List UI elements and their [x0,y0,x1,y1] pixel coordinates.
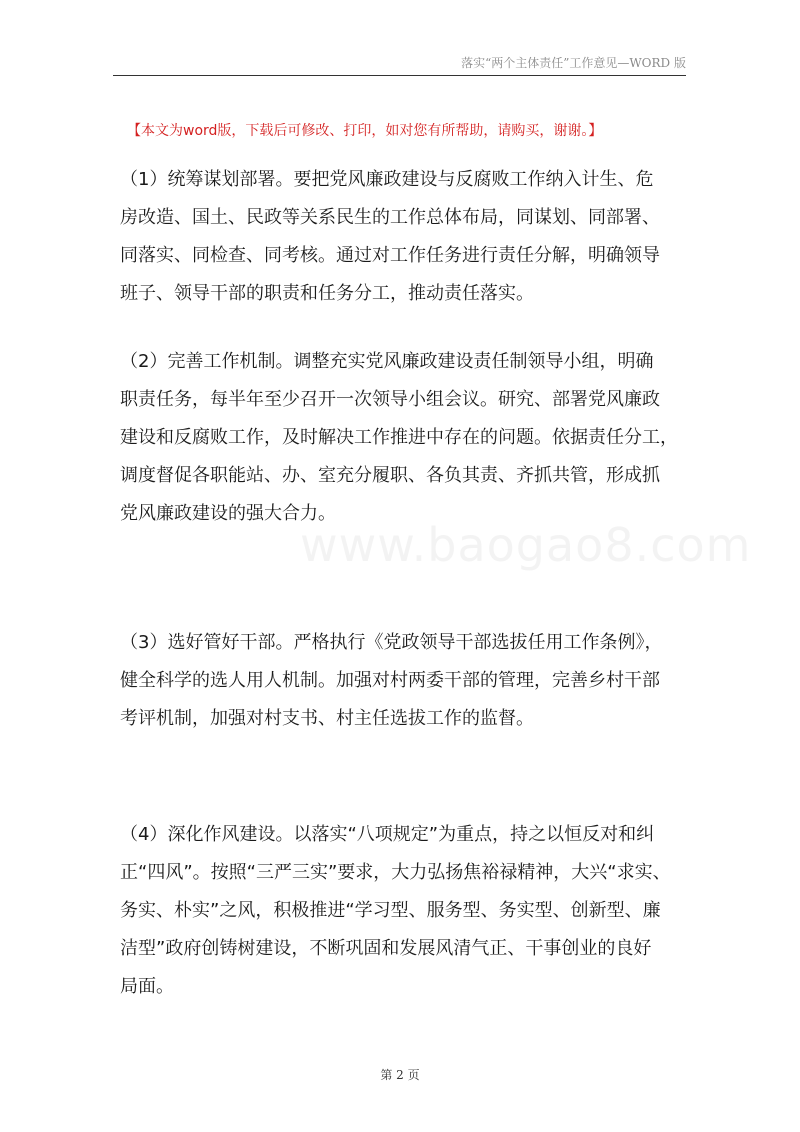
paragraph-line: 房改造、国土、民政等关系民生的工作总体布局，同谋划、同部署、 [120,207,660,228]
paragraph-2 [120,343,690,533]
paragraph-line: 局面。 [120,976,174,997]
paragraph-line: 班子、领导干部的职责和任务分工，推动责任落实。 [120,283,534,304]
paragraph-line: 职责任务，每半年至少召开一次领导小组会议。研究、部署党风廉政 [120,389,660,410]
watermark: www.baogao8.com [300,518,752,572]
paragraph-line: 健全科学的选人用人机制。加强对村两委干部的管理，完善乡村干部 [120,670,660,691]
paragraph-line: 建设和反腐败工作，及时解决工作推进中存在的问题。依据责任分工， [120,427,678,448]
paragraph-line: 调度督促各职能站、办、室充分履职、各负其责、齐抓共管，形成抓 [120,465,660,486]
running-header: 落实“两个主体责任”工作意见—WORD 版 [461,56,686,70]
paragraph-3 [120,624,690,738]
paragraph-line: （4）深化作风建设。以落实“八项规定”为重点，持之以恒反对和纠 [120,824,655,845]
paragraph-line: 党风廉政建设的强大合力。 [120,503,336,524]
paragraph-line: 洁型”政府创铸树建设，不断巩固和发展风清气正、干事创业的良好 [120,938,652,959]
page-number: 第 2 页 [380,1068,420,1082]
paragraph-line: 正“四风”。按照“三严三实”要求，大力弘扬焦裕禄精神，大兴“求实、 [120,862,671,883]
paragraph-1 [120,161,690,313]
download-notice: 【本文为word版，下载后可修改、打印，如对您有所帮助，请购买，谢谢。】 [127,123,603,139]
paragraph-line: 考评机制，加强对村支书、村主任选拔工作的监督。 [120,708,534,729]
paragraph-line: 务实、朴实”之风，积极推进“学习型、服务型、务实型、创新型、廉 [120,900,661,921]
header-divider [113,75,686,76]
paragraph-line: 同落实、同检查、同考核。通过对工作任务进行责任分解，明确领导 [120,245,660,266]
paragraph-line: （3）选好管好干部。严格执行《党政领导干部选拔任用工作条例》， [120,632,663,653]
paragraph-line: （1）统筹谋划部署。要把党风廉政建设与反腐败工作纳入计生、危 [120,169,654,190]
paragraph-line: （2）完善工作机制。调整充实党风廉政建设责任制领导小组，明确 [120,351,654,372]
paragraph-4 [120,816,690,1006]
